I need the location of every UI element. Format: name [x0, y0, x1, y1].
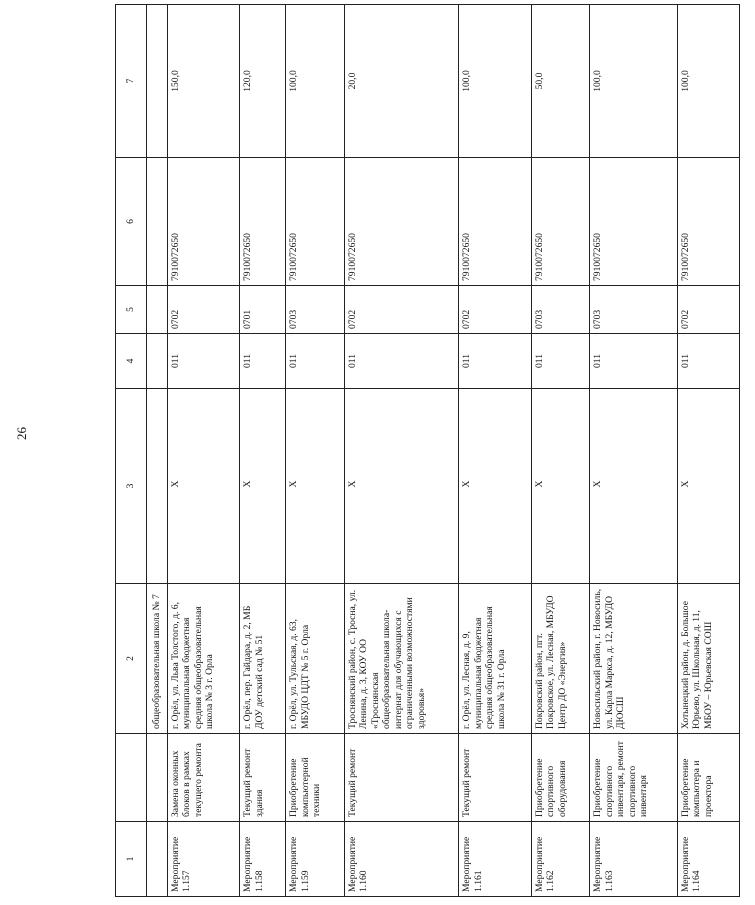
row-c5: 0703: [531, 286, 590, 334]
row-c4: 011: [240, 334, 286, 389]
row-address: Хотынецкий район, д. Большое Юрьево, ул. Школьная, д. 11, МБОУ – Юрьевская СОШ: [677, 584, 739, 734]
continuation-row: [147, 5, 168, 897]
row-c5: 0702: [459, 286, 531, 334]
table-row: [344, 5, 459, 897]
row-name: Текущий ремонт: [459, 734, 531, 822]
row-c3: Х: [286, 389, 345, 584]
empty-cell: [147, 5, 168, 158]
row-name: Текущий ремонт: [344, 734, 459, 822]
table-row: [590, 5, 677, 897]
row-c6: 7910072650: [459, 158, 531, 286]
row-c7: 100,0: [590, 5, 677, 158]
table-row: [167, 5, 239, 897]
row-name: Замена оконных блоков в рамках текущего ремонта: [167, 734, 239, 822]
row-address: Троснянский район, с. Тросна, ул. Ленина, д. 3, КОУ ОО «Троснянская общеобразовательная школа-интернат для обучающихся с ограниченными возможностями здоровья»: [344, 584, 459, 734]
row-c4: 011: [286, 334, 345, 389]
row-address: г. Орёл, ул. Лесная, д. 9, муниципальная бюджетная средняя общеобразовательная школа № 31 г. Орла: [459, 584, 531, 734]
header-row: [116, 5, 147, 897]
row-name: Приобретение компьютера и проектора: [677, 734, 739, 822]
row-address: г. Орёл, пер. Гайдара, д. 2, МБ ДОУ детский сад № 51: [240, 584, 286, 734]
table-row: [531, 5, 590, 897]
empty-cell: [147, 822, 168, 897]
row-c6: 7910072650: [344, 158, 459, 286]
row-id: Мероприятие 1.157: [167, 822, 239, 897]
row-c6: 7910072650: [286, 158, 345, 286]
row-address: г. Орёл, ул. Тульская, д. 63, МБУДО ЦДТ № 5 г. Орла: [286, 584, 345, 734]
rotated-page: [115, 5, 755, 897]
row-address: Покровский район, пгт. Покровское, ул. Лесная, МБУДО Центр ДО «Энергия»: [531, 584, 590, 734]
row-c5: 0702: [677, 286, 739, 334]
row-c7: 100,0: [286, 5, 345, 158]
table-row: [286, 5, 345, 897]
row-id: Мероприятие 1.161: [459, 822, 531, 897]
row-c6: 7910072650: [167, 158, 239, 286]
row-c3: Х: [167, 389, 239, 584]
row-id: Мероприятие 1.164: [677, 822, 739, 897]
empty-cell: [147, 286, 168, 334]
header-cell: 6: [116, 158, 147, 286]
row-id: Мероприятие 1.159: [286, 822, 345, 897]
empty-cell: [147, 734, 168, 822]
budget-table: [115, 4, 740, 897]
row-c4: 011: [677, 334, 739, 389]
header-cell: 7: [116, 5, 147, 158]
header-cell: 5: [116, 286, 147, 334]
row-c6: 7910072650: [531, 158, 590, 286]
row-c6: 7910072650: [677, 158, 739, 286]
header-cell: 1: [116, 822, 147, 897]
continuation-text: общеобразовательная школа № 7: [147, 584, 168, 734]
row-id: Мероприятие 1.162: [531, 822, 590, 897]
row-c4: 011: [344, 334, 459, 389]
row-c4: 011: [531, 334, 590, 389]
header-cell: [116, 734, 147, 822]
empty-cell: [147, 389, 168, 584]
row-address: г. Орёл, ул. Льва Толстого, д. 6, муниципальная бюджетная средняя общеобразовательная школа № 3 г. Орла: [167, 584, 239, 734]
header-cell: 3: [116, 389, 147, 584]
row-c3: Х: [240, 389, 286, 584]
table-row: [459, 5, 531, 897]
row-c3: Х: [590, 389, 677, 584]
empty-cell: [147, 158, 168, 286]
row-c4: 011: [459, 334, 531, 389]
header-cell: 4: [116, 334, 147, 389]
row-name: Текущий ремонт здания: [240, 734, 286, 822]
row-id: Мероприятие 1.158: [240, 822, 286, 897]
row-c7: 150,0: [167, 5, 239, 158]
row-c5: 0702: [344, 286, 459, 334]
row-name: Приобретение компьютерной техники: [286, 734, 345, 822]
row-c5: 0703: [590, 286, 677, 334]
row-address: Новосильский район, г. Новосиль, ул. Карла Маркса, д. 12, МБУДО ДЮСШ: [590, 584, 677, 734]
row-c7: 50,0: [531, 5, 590, 158]
row-id: Мероприятие 1.160: [344, 822, 459, 897]
row-c3: Х: [531, 389, 590, 584]
row-id: Мероприятие 1.163: [590, 822, 677, 897]
row-c5: 0703: [286, 286, 345, 334]
table-row: [677, 5, 739, 897]
row-c5: 0702: [167, 286, 239, 334]
row-c7: 100,0: [459, 5, 531, 158]
page-number: 26: [14, 427, 29, 440]
row-c5: 0701: [240, 286, 286, 334]
header-cell: 2: [116, 584, 147, 734]
row-c3: Х: [344, 389, 459, 584]
row-name: Приобретение спортивного инвентаря, ремонт спортивного инвентаря: [590, 734, 677, 822]
row-c3: Х: [677, 389, 739, 584]
row-c4: 011: [167, 334, 239, 389]
row-c3: Х: [459, 389, 531, 584]
row-name: Приобретение спортивного оборудования: [531, 734, 590, 822]
row-c4: 011: [590, 334, 677, 389]
row-c6: 7910072650: [590, 158, 677, 286]
table-row: [240, 5, 286, 897]
empty-cell: [147, 334, 168, 389]
row-c6: 7910072650: [240, 158, 286, 286]
row-c7: 120,0: [240, 5, 286, 158]
row-c7: 20,0: [344, 5, 459, 158]
row-c7: 100,0: [677, 5, 739, 158]
